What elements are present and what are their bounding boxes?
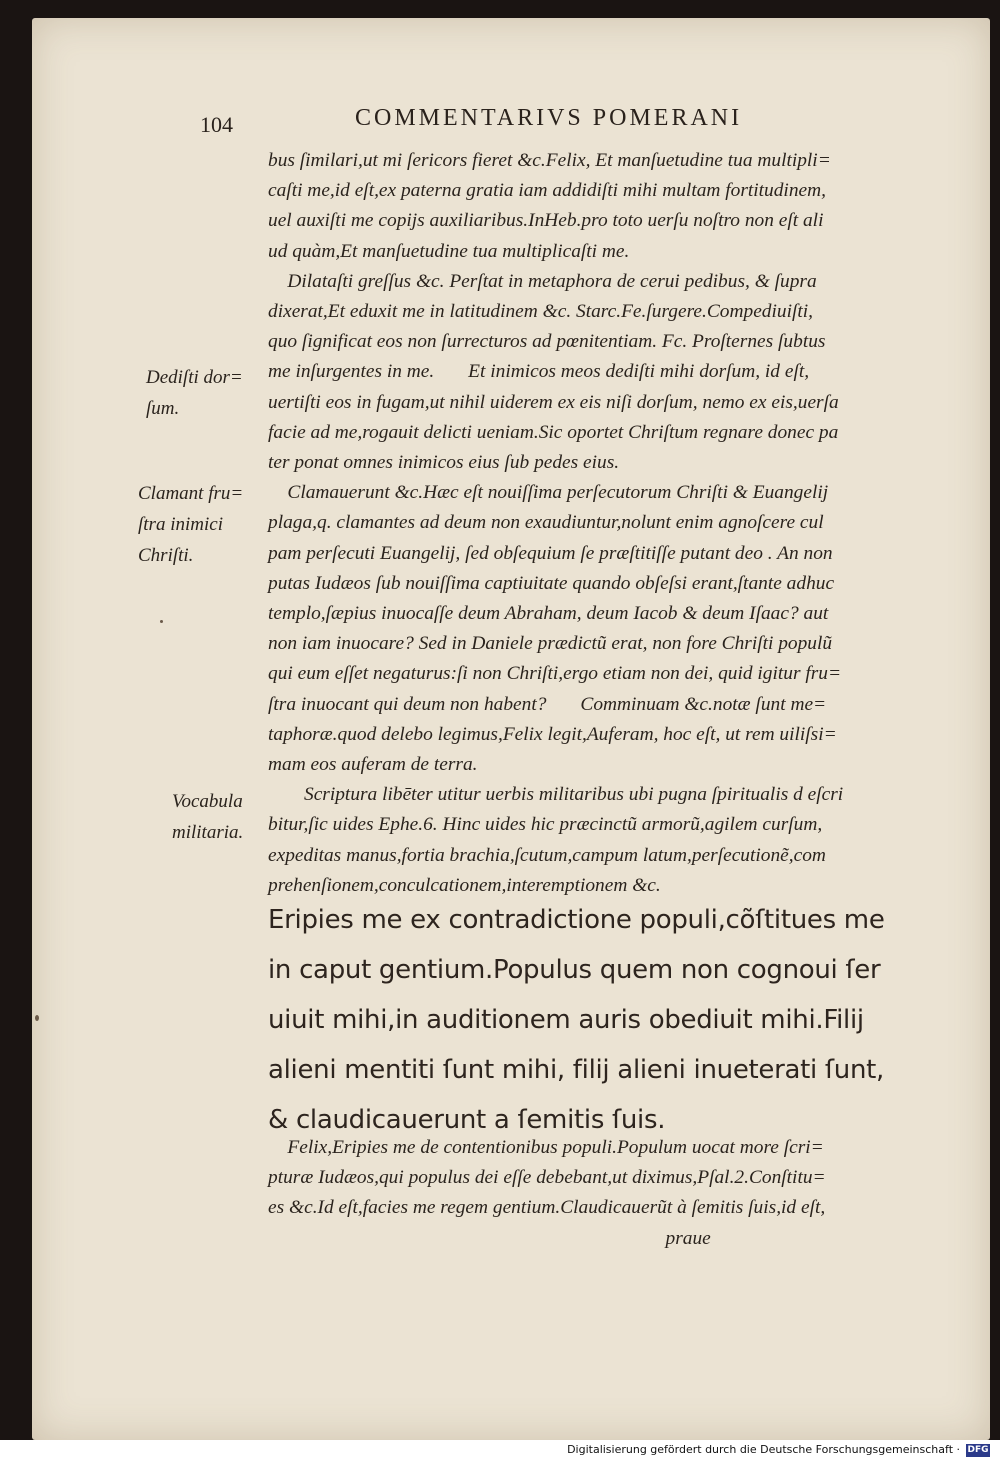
margin-note-clamant — [138, 478, 243, 571]
text-line: ud quàm,Et manſuetudine tua multiplicaſti me. — [268, 240, 630, 262]
text-line: putas Iudæos ſub nouiſſima captiuitate quando obſeſsi erant,ſtante adhuc — [268, 572, 835, 594]
ink-speck — [35, 1015, 39, 1021]
text-line: Dilataſti greſſus &c. Perſtat in metaphora de cerui pedibus, & ſupra — [268, 270, 817, 292]
margin-line: Dediſti dor= — [146, 367, 243, 388]
margin-note-dorsum — [146, 362, 243, 424]
text-line: mam eos auferam de terra. — [268, 754, 478, 776]
text-line: templo,ſæpius inuocaſſe deum Abraham, deum Iacob & deum Iſaac? aut — [268, 603, 829, 625]
text-line: facie ad me,rogauit delicti ueniam.Sic oportet Chriſtum regnare donec pa — [268, 421, 839, 443]
text-line: Clamauerunt &c.Hæc eſt nouiſſima perſecutorum Chriſti & Euangelij — [268, 482, 829, 504]
commentary-text-continued — [268, 1133, 948, 1254]
funding-note: Digitalisierung gefördert durch die Deutsche Forschungsgemeinschaft · — [567, 1443, 960, 1456]
text-line: uel auxiſti me copijs auxiliaribus.InHeb.pro toto uerſu noſtro non eſt ali — [268, 210, 824, 232]
margin-line: militaria. — [172, 822, 244, 843]
text-line: pturæ Iudæos,qui populus dei eſſe debebant,ut diximus,Pſal.2.Conſtitu= — [268, 1167, 826, 1189]
margin-line: Chriſti. — [138, 545, 194, 566]
text-line: bus ſimilari,ut mi ſericors fieret &c.Felix, Et manſuetudine tua multipli= — [268, 150, 831, 171]
text-line: non iam inuocare? Sed in Daniele prædictũ erat, non fore Chriſti populũ — [268, 633, 833, 655]
footer-bar — [0, 1440, 1000, 1462]
text-line: expeditas manus,fortia brachia,ſcutum,campum latum,perſecutionẽ,com — [268, 844, 826, 866]
running-title: COMMENTARIVS POMERANI — [355, 105, 743, 131]
text-line: dixerat,Et eduxit me in latitudinem &c. Starc.Fe.ſurgere.Compediuiſti, — [268, 301, 813, 323]
text-line: Felix,Eripies me de contentionibus populi.Populum uocat more ſcri= — [268, 1137, 824, 1158]
text-line: plaga,q. clamantes ad deum non exaudiuntur,nolunt enim agnoſcere cul — [268, 512, 824, 534]
commentary-text — [268, 146, 928, 901]
text-line: es &c.Id eſt,facies me regem gentium.Claudicauerũt à ſemitis ſuis,id eſt, — [268, 1197, 826, 1219]
page-number: 104 — [200, 112, 233, 137]
text-line: Scriptura libēter utitur uerbis militaribus ubi pugna ſpiritualis d eſcri — [304, 784, 844, 806]
dfg-logo: DFG — [967, 1445, 989, 1455]
text-line: bitur,ſic uides Ephe.6. Hinc uides hic præcinctũ armorũ,agilem curſum, — [268, 814, 823, 836]
text-line: quo ſignificat eos non ſurrecturos ad pœnitentiam. Fc. Proſternes ſubtus — [268, 331, 826, 353]
margin-line: Clamant fru= — [138, 483, 244, 504]
verse-line: in caput gentium.Populus quem non cognoui ſer — [268, 955, 881, 985]
scripture-verse — [268, 895, 948, 1145]
catchword: praue — [268, 1227, 711, 1249]
text-line: pam perſecuti Euangelij, ſed obſequium ſe præſtitiſſe putant deo . An non — [268, 542, 833, 564]
text-line: taphoræ.quod delebo legimus,Felix legit,Auferam, hoc eſt, ut rem uiliſsi= — [268, 723, 837, 745]
margin-line: Vocabula — [172, 791, 243, 812]
verse-line: uiuit mihi,in auditionem auris obediuit mihi.Filij — [268, 1005, 864, 1035]
margin-line: ſtra inimici — [138, 514, 223, 535]
verse-line: & claudicauerunt a ſemitis ſuis. — [268, 1105, 666, 1135]
ink-speck — [160, 620, 163, 623]
text-line: me inſurgentes in me. Et inimicos meos dediſti mihi dorſum, id eſt, — [268, 361, 810, 383]
margin-line: ſum. — [146, 398, 180, 419]
text-line: qui eum eſſet negaturus:ſi non Chriſti,ergo etiam non dei, quid igitur fru= — [268, 663, 842, 685]
text-line: ſtra inuocant qui deum non habent? Comminuam &c.notæ ſunt me= — [268, 693, 827, 715]
verse-line: Eripies me ex contradictione populi,cõſtitues me — [268, 905, 885, 935]
verse-line: alieni mentiti ſunt mihi, filij alieni inueterati ſunt, — [268, 1055, 884, 1085]
text-line: caſti me,id eſt,ex paterna gratia iam addidiſti mihi multam fortitudinem, — [268, 180, 826, 202]
text-line: uertiſti eos in fugam,ut nihil uiderem ex eis niſi dorſum, nemo ex eis,uerſa — [268, 391, 839, 413]
margin-note-vocabula — [172, 786, 243, 848]
text-line: prehenſionem,conculcationem,interemptionem &c. — [268, 874, 661, 896]
text-line: ter ponat omnes inimicos eius ſub pedes eius. — [268, 452, 620, 474]
